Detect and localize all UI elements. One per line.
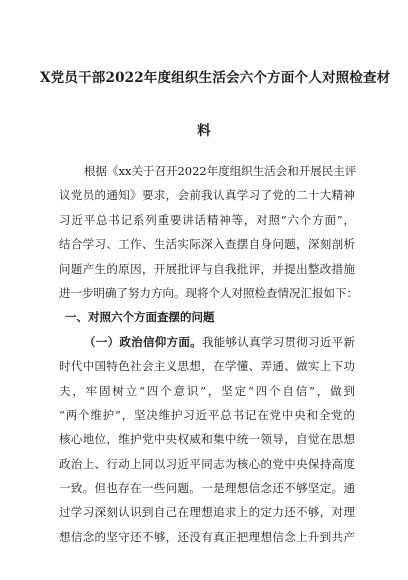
intro-line-6: 进一步明确了努力方向。现将个人对照检查情况汇报如下： <box>59 285 358 300</box>
intro-line-4: 结合学习、工作、生活实际深入查摆自身问题，深刻剖析 <box>59 237 355 252</box>
subsection-1-line: 想信念的坚守还不够，还没有真正把理想信念上升到共产 <box>59 529 355 544</box>
intro-line-3: 习近平总书记系列重要讲话精神等，对照“六个方面”， <box>59 212 355 227</box>
document-body <box>59 159 358 549</box>
subsection-heading-1: （一）政治信仰方面。 <box>84 334 202 349</box>
intro-line-2: 议党员的通知》要求，会前我认真学习了党的二十大精神 <box>59 188 355 203</box>
intro-line-1: 根据《xx关于召开2022年度组织生活会和开展民主评 <box>84 164 357 178</box>
subsection-1-line: 时代中国特色社会主义思想，在学懂、弄通、做实上下功 <box>59 359 355 374</box>
subsection-1-line: 一致。但也存在一些问题。一是理想信念还不够坚定。通 <box>59 481 355 496</box>
subsection-1-line-start: 我能够认真学习贯彻习近平新 <box>201 334 356 349</box>
subsection-1-line: 夫，牢固树立“四个意识”，坚定“四个自信”，做到 <box>59 383 355 398</box>
subsection-1-line: “两个维护”，坚决维护习近平总书记在党中央和全党的 <box>59 407 355 422</box>
subsection-1-first-line <box>59 330 355 354</box>
document-title-line-2: 料 <box>197 123 211 139</box>
document-title-line-1: X党员干部2022年度组织生活会六个方面个人对照检查材 <box>40 70 391 86</box>
subsection-1-line: 过学习深刻认识到自己在理想追求上的定力还不够，对理 <box>59 505 355 520</box>
intro-line-5: 问题产生的原因，开展批评与自我批评，并提出整改措施 <box>59 261 355 276</box>
section-heading-1: 一、对照六个方面查摆的问题 <box>65 310 215 325</box>
subsection-1-line: 政治上、行动上同以习近平同志为核心的党中央保持高度 <box>59 456 355 471</box>
subsection-1-line: 核心地位，维护党中央权威和集中统一领导，自觉在思想 <box>59 432 355 447</box>
